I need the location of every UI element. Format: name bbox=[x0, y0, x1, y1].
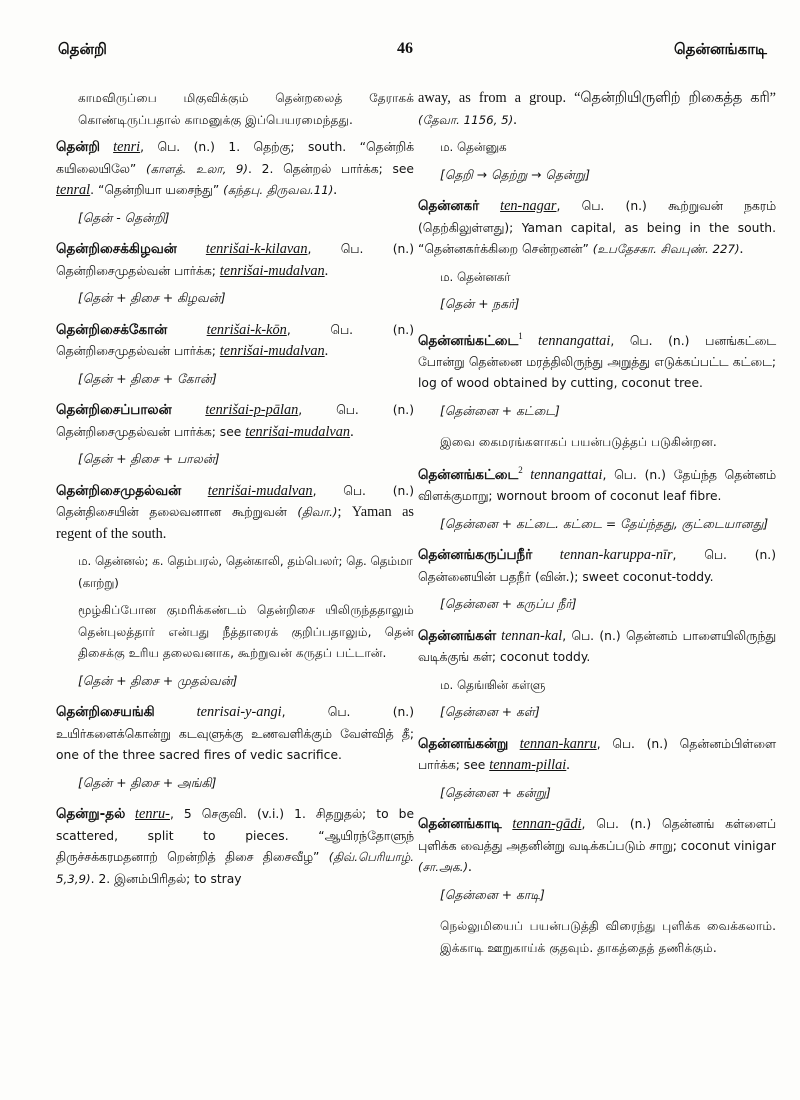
etymology: [தென்னை + கன்று] bbox=[440, 785, 551, 800]
headword: தென்றிசைப்பாலன் bbox=[56, 402, 172, 418]
continued-entry: away, as from a group. “தென்றியிருளிற் றிகைத்த கரி” (தேவா. 1156, 5). ம. தென்னுக [தெறி → தெற்று → தென்று] bbox=[418, 88, 776, 186]
definition: . 2. தென்றல் பார்க்க; see bbox=[248, 161, 414, 176]
definition: , பெ. (n.) தென்திசையின் தலைவனான கூற்றுவன் bbox=[56, 483, 415, 519]
citation: (திவ்.பெரியாழ். 5,3,9) bbox=[56, 850, 414, 886]
page-header bbox=[50, 40, 775, 66]
etymology: [தென்னை + கள்] bbox=[440, 705, 540, 720]
transliteration: tenrišai-k-kilavan bbox=[205, 241, 308, 257]
continued-text: காமவிருப்பை மிகுவிக்கும் தென்றலைத் தேராகக் கொண்டிருப்பதால் காமனுக்கு இப்பெயரமைந்தது. bbox=[78, 91, 414, 127]
header-left-guide-word: தென்றி bbox=[58, 40, 107, 58]
headword: தென்னகர் bbox=[418, 198, 480, 214]
dictionary-entry: தென்றி tenri, பெ. (n.) 1. தெற்கு; south. “தென்றிக் கயிலையிலே” (காளத். உலா, 9). 2. தென்றல் பார்க்க; see tenral. “தென்றியா யசைந்து” (கந்தபு. திருவவ.11). [தென் - தென்றி] bbox=[56, 137, 414, 229]
transliteration: tenral bbox=[56, 182, 91, 198]
definition: . 2. இனம்பிரிதல்; to stray bbox=[90, 871, 242, 886]
cognates: ம. தெங்ஙின் கள்ளு bbox=[440, 677, 546, 692]
headword: தென்னங்காடி bbox=[418, 816, 502, 833]
headword: தென்றிசைக்கோன் bbox=[56, 321, 168, 338]
transliteration: tennam-pillai bbox=[489, 757, 567, 774]
entry-note: மூழ்கிப்போன குமரிக்கண்டம் தென்றிசை யிலிருந்ததாலும் தென்புலத்தார் என்பது நீத்தாரைக் குறிப்பதாலும், தென் திசைக்கு உரிய தலைவனாக, கூற்றுவன் கருதப் பட்டான். bbox=[78, 603, 414, 660]
definition: , 5 செகுவி. (v.i.) 1. சிதறுதல்; to be scattered, split to pieces. “ஆயிரந்தோளுந் திருச்சக்கரமதனாற் றென்றித் திசை திசைவீழ” bbox=[56, 807, 415, 864]
headword: தென்றிசைமுதல்வன் bbox=[56, 482, 182, 499]
right-column bbox=[418, 88, 776, 965]
dictionary-entry: தென்றிசைக்கோன் tenrišai-k-kōn, பெ. (n.) தென்றிசைமுதல்வன் பார்க்க; tenrišai-mudalvan. [தென் + திசை + கோன்] bbox=[56, 320, 414, 391]
header-right-guide-word: தென்னங்காடி bbox=[673, 40, 767, 58]
headword: தென்றிசையங்கி bbox=[56, 704, 155, 720]
transliteration: ten-nagar bbox=[500, 198, 557, 214]
definition: , பெ. (n.) 1. தெற்கு; south. “தென்றிக் கயிலையிலே” bbox=[56, 140, 414, 176]
definition: , பெ. (n.) உயிர்களைக்கொன்று கடவுளுக்கு உணவளிக்கும் வேள்வித் தீ; one of the three sacred fires of vedic sacrifice. bbox=[56, 705, 415, 762]
etymology: [தென்னை + கட்டை] bbox=[440, 403, 560, 418]
entry-note: இவை கைமரங்களாகப் பயன்படுத்தப் படுகின்றன. bbox=[440, 435, 717, 450]
dictionary-entry bbox=[56, 804, 414, 890]
transliteration: tenrišai-mudalvan bbox=[219, 262, 325, 279]
definition-english: ; Yaman as regent of the south. bbox=[56, 504, 414, 542]
definition: , பெ. (n.) தென்னையின் பதநீர் (வின்.); sweet coconut-toddy. bbox=[418, 548, 777, 584]
definition: . “தென்றியா யசைந்து” bbox=[90, 183, 224, 197]
dictionary-entry bbox=[56, 481, 414, 693]
transliteration: tennan-kanru bbox=[519, 735, 597, 752]
transliteration: tennan-gādi bbox=[512, 816, 582, 833]
etymology: [தென் + திசை + பாலன்] bbox=[78, 452, 220, 466]
headword: தென்றி bbox=[56, 139, 101, 155]
etymology: [தென் + திசை + கோன்] bbox=[78, 371, 217, 386]
transliteration: tenri bbox=[113, 139, 141, 155]
entry-note: நெல்லுமியைப் பயன்படுத்தி விரைந்து புளிக்க வைக்கலாம். இக்காடி ஊறுகாய்க் குதவும். தாகத்தைத் தணிக்கும். bbox=[440, 919, 776, 955]
headword: தென்று-தல் bbox=[56, 806, 126, 822]
citation: (தேவா. 1156, 5) bbox=[418, 112, 514, 127]
definition-continued: away, as from a group. “தென்றியிருளிற் றிகைத்த கரி” bbox=[418, 90, 776, 106]
dictionary-entry: தென்றிசைப்பாலன் tenrišai-p-pālan, பெ. (n.) தென்றிசைமுதல்வன் பார்க்க; see tenrišai-mudalvan. [தென் + திசை + பாலன்] bbox=[56, 400, 414, 471]
headword: தென்னங்கன்று bbox=[418, 735, 509, 752]
transliteration: tennan-kal bbox=[501, 627, 563, 644]
etymology: [தென்னை + காடி] bbox=[440, 887, 545, 902]
definition: , பெ. (n.) தென்னம்பிள்ளை பார்க்க; see bbox=[418, 736, 776, 773]
transliteration: tenrišai-k-kōn bbox=[206, 321, 287, 338]
dictionary-entry: தென்னகர் ten-nagar, பெ. (n.) கூற்றுவன் நகரம் (தெற்கிலுள்ளது); Yaman capital, as being in the south. “தென்னகர்க்கிறை சென்றனன்” (உபதேசகா. சிவபுண். 227). ம. தென்னகர் [தென் + நகர்] bbox=[418, 196, 776, 316]
citation: (கந்தபு. திருவவ.11) bbox=[223, 183, 334, 197]
transliteration: tennan-karuppa-nīr bbox=[559, 547, 673, 564]
cognates: ம. தென்னல்; க. தெம்பரல், தென்காலி, தம்பெலர்; தெ. தெம்மா (காற்று) bbox=[78, 554, 413, 590]
etymology: [தென் + திசை + கிழவன்] bbox=[78, 291, 226, 305]
etymology: [தென் - தென்றி] bbox=[78, 210, 170, 225]
etymology: [தென் + திசை + முதல்வன்] bbox=[78, 673, 238, 688]
dictionary-entry bbox=[418, 626, 776, 724]
left-column bbox=[56, 88, 414, 896]
definition: , பெ. (n.) தென்னம் பாளையிலிருந்து வடிக்குங் கள்; coconut toddy. bbox=[418, 628, 777, 665]
dictionary-entry bbox=[418, 326, 776, 454]
transliteration: tenrišai-mudalvan bbox=[219, 343, 325, 359]
headword: தென்னங்கருப்பநீர் bbox=[418, 547, 533, 564]
dictionary-entry: தென்னங்கன்று tennan-kanru, பெ. (n.) தென்னம்பிள்ளை பார்க்க; see tennam-pillai. [தென்னை + கன்று] bbox=[418, 734, 776, 805]
definition: , பெ. (n.) தென்றிசைமுதல்வன் பார்க்க; see bbox=[56, 403, 415, 439]
dictionary-entry bbox=[56, 702, 414, 794]
citation: (காளத். உலா, 9) bbox=[145, 161, 248, 176]
definition: , பெ. (n.) தென்னங் கள்ளைப் புளிக்க வைத்து அதனின்று வடிக்கப்படும் சாறு; coconut vinigar bbox=[418, 817, 776, 853]
headword: தென்னங்கட்டை bbox=[418, 332, 519, 349]
definition: , பெ. (n.) தேய்ந்த தென்னம் விளக்குமாறு; wornout broom of coconut leaf fibre. bbox=[418, 467, 776, 504]
definition: , பெ. (n.) பனங்கட்டை போன்று தென்னை மரத்திலிருந்து அறுத்து எடுக்கப்பட்ட கட்டை; log of wood obtained by cutting, coconut tree. bbox=[418, 333, 776, 391]
definition: , பெ. (n.) தென்றிசைமுதல்வன் பார்க்க; bbox=[56, 242, 415, 278]
homograph-number: 2 bbox=[518, 464, 523, 475]
citation: (உபதேசகா. சிவபுண். 227) bbox=[592, 242, 740, 256]
transliteration: tennangattai bbox=[530, 466, 603, 483]
transliteration: tennangattai bbox=[538, 332, 611, 349]
transliteration: tenrišai-p-pālan bbox=[205, 402, 299, 418]
definition: , பெ. (n.) தென்றிசைமுதல்வன் பார்க்க; bbox=[56, 322, 414, 358]
headword: தென்றிசைக்கிழவன் bbox=[56, 241, 177, 257]
etymology: [தென் + திசை + அங்கி] bbox=[78, 775, 217, 790]
page-number: 46 bbox=[397, 40, 413, 57]
citation: (சா.அக.) bbox=[418, 860, 469, 875]
headword: தென்னங்கள் bbox=[418, 627, 497, 644]
cognates: ம. தென்னுக bbox=[440, 140, 507, 154]
definition: , பெ. (n.) கூற்றுவன் நகரம் (தெற்கிலுள்ளது); Yaman capital, as being in the south. “தென்னகர்க்கிறை சென்றனன்” bbox=[418, 199, 776, 256]
homograph-number: 1 bbox=[518, 330, 523, 341]
transliteration: tenrišai-mudalvan bbox=[245, 423, 351, 440]
etymology: [தென் + நகர்] bbox=[440, 297, 520, 311]
headword: தென்னங்கட்டை bbox=[418, 466, 519, 483]
transliteration: tenru- bbox=[135, 806, 170, 822]
etymology: [தென்னை + கட்டை. கட்டை = தேய்ந்தது, குட்டையானது] bbox=[440, 516, 769, 531]
dictionary-entry bbox=[418, 545, 776, 616]
transliteration: tenrišai-mudalvan bbox=[207, 482, 313, 499]
citation: (திவா.) bbox=[297, 505, 338, 519]
dictionary-entry bbox=[418, 460, 776, 535]
dictionary-entry: தென்னங்காடி tennan-gādi, பெ. (n.) தென்னங் கள்ளைப் புளிக்க வைத்து அதனின்று வடிக்கப்படும் சாறு; coconut vinigar (சா.அக.). [தென்னை + காடி] நெல்லுமியைப் பயன்படுத்தி விரைந்து புளிக்க வைக்கலாம். இக்காடி ஊறுகாய்க் குதவும். தாகத்தைத் தணிக்கும். bbox=[418, 814, 776, 959]
dictionary-entry: தென்றிசைக்கிழவன் tenrišai-k-kilavan, பெ. (n.) தென்றிசைமுதல்வன் பார்க்க; tenrišai-mudalvan. [தென் + திசை + கிழவன்] bbox=[56, 239, 414, 310]
transliteration: tenrisai-y-angi bbox=[196, 704, 282, 720]
cognates: ம. தென்னகர் bbox=[440, 269, 511, 284]
etymology: [தென்னை + கருப்ப நீர்] bbox=[440, 597, 577, 612]
etymology: [தெறி → தெற்று → தென்று] bbox=[440, 167, 591, 182]
